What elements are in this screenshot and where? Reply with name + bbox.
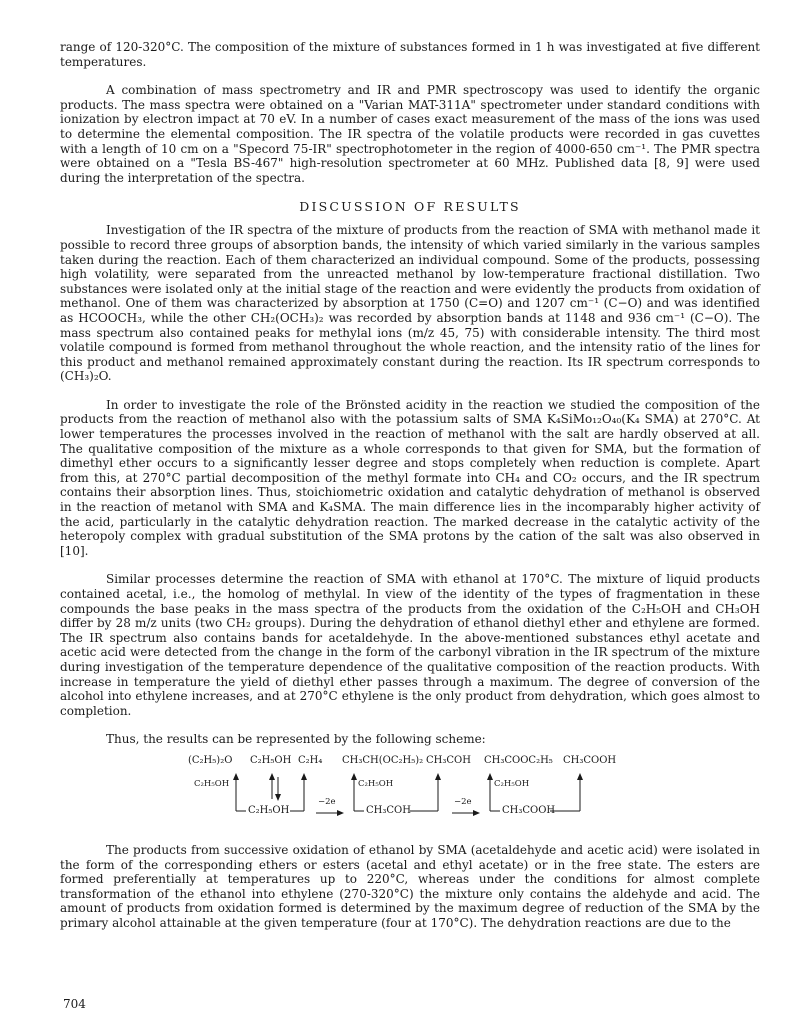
paragraph-intro: range of 120-320°C. The composition of the mixture of substances formed in 1 h was investigated at five different temperatures. [60, 40, 760, 69]
paragraph-bronsted-acidity: In order to investigate the role of the Brönsted acidity in the reaction we studied the composition of the products from the reaction of methanol also with the potassium salts of SMA K₄SiMo₁₂O₄₀(K₄ SMA) at 270°C. At lower temperatures the processes involved in the reaction of methanol with the salt are hardly observed at all. The qualitative composition of the mixture as a whole corresponds to that given for SMA, but the formation of dimethyl ether occurs to a significantly lesser degree and stops completely when reduction is complete. Apart from this, at 270°C partial decomposition of the methyl formate into CH₄ and CO₂ occurs, and the IR spectrum contains their absorption lines. Thus, stoichiometric oxidation and catalytic dehydration of methanol is observed in the reaction of metanol with SMA and K₄SMA. The main difference lies in the incomparably higher activity of the acid, particularly in the catalytic dehydration reaction. The marked decrease in the catalytic activity of the heteropoly complex with gradual substitution of the SMA protons by the cation of the salt was also observed in [10]. [60, 397, 760, 558]
scheme-ethanol-bottom: C₂H₅OH [248, 804, 290, 816]
scheme-ethanol-top: C₂H₅OH [250, 754, 292, 766]
scheme-diethyl-ether: (C₂H₅)₂O [188, 754, 233, 766]
scheme-side-label-1: C₂H₅OH [194, 778, 230, 789]
reaction-scheme [60, 755, 760, 833]
paragraph-ethanol-reaction: Similar processes determine the reaction of SMA with ethanol at 170°C. The mixture of liquid products contained acetal, i.e., the homolog of methylal. In view of the identity of the types of fragmentation in these compounds the base peaks in the mass spectra of the products from the oxidation of the C₂H₅OH and CH₃OH differ by 28 m/z units (two CH₂ groups). During the dehydration of ethanol diethyl ether and ethylene are formed. The IR spectrum also contains bands for acetaldehyde. In the above-mentioned substances ethyl acetate and acetic acid were detected from the change in the form of the carbonyl vibration in the IR spectrum of the mixture during investigation of the temperature dependence of the qualitative composition of the reaction products. With increase in temperature the yield of diethyl ether passes through a maximum. The degree of conversion of the alcohol into ethylene increases, and at 270°C ethylene is the only product from dehydration, which goes almost to completion. [60, 572, 760, 718]
paragraph-methods: A combination of mass spectrometry and IR and PMR spectroscopy was used to identify the organic products. The mass spectra were obtained on a "Varian MAT-311A" spectrometer under standard conditions with ionization by electron impact at 70 eV. In a number of cases exact measurement of the mass of the ions was used to determine the elemental composition. The IR spectra of the volatile products were recorded in gas cuvettes with a length of 10 cm on a "Specord 75-IR" spectrophotometer in the region of 4000-650 cm⁻¹. The PMR spectra were obtained on a "Tesla BS-467" high-resolution spectrometer at 60 MHz. Published data [8, 9] were used during the interpretation of the spectra. [60, 83, 760, 185]
scheme-side-label-2: C₂H₅OH [358, 778, 394, 789]
scheme-acetic-acid-bottom: CH₃COOH [502, 804, 556, 816]
scheme-acetaldehyde-top: CH₃COH [426, 754, 471, 766]
scheme-ethyl-acetate: CH₃COOC₂H₅ [484, 754, 553, 766]
scheme-acetal: CH₃CH(OC₂H₅)₂ [342, 754, 424, 766]
page-number: 704 [63, 997, 86, 1011]
scheme-acetic-acid-top: CH₃COOH [563, 754, 617, 766]
section-heading: DISCUSSION OF RESULTS [299, 199, 521, 215]
paragraph-scheme-intro: Thus, the results can be represented by the following scheme: [106, 732, 486, 747]
document-page [60, 40, 760, 931]
scheme-arrow-label-1: −2e [318, 796, 336, 807]
paragraph-oxidation-products: The products from successive oxidation of ethanol by SMA (acetaldehyde and acetic acid) were isolated in the form of the corresponding ethers or esters (acetal and ethyl acetate) or in the free state. The esters are formed preferentially at temperatures up to 220°C, whereas under the conditions for almost complete transformation of the ethanol into ethylene (270-320°C) the mixture only contains the aldehyde and acid. The amount of products from oxidation formed is determined by the maximum degree of reduction of the SMA by the primary alcohol attainable at the given temperature (four at 170°C). The dehydration reactions are due to the [60, 842, 760, 930]
scheme-ethylene: C₂H₄ [298, 754, 323, 766]
scheme-side-label-3: C₂H₅OH [494, 778, 530, 789]
scheme-acetaldehyde-bottom: CH₃COH [366, 804, 411, 816]
paragraph-methanol-ir: Investigation of the IR spectra of the mixture of products from the reaction of SMA with methanol made it possible to record three groups of absorption bands, the intensity of which varied similarly in the various samples taken during the reaction. Each of them characterized an individual compound. Some of the products, possessing high volatility, were separated from the unreacted methanol by low-temperature fractional distillation. Two substances were isolated only at the initial stage of the reaction and were evidently the products from oxidation of methanol. One of them was characterized by absorption at 1750 (C=O) and 1207 cm⁻¹ (C−O) and was identified as HCOOCH₃, while the other CH₂(OCH₃)₂ was recorded by absorption bands at 1148 and 936 cm⁻¹ (C−O). The mass spectrum also contained peaks for methylal ions (m/z 45, 75) with considerable intensity. The third most volatile compound is formed from methanol throughout the whole reaction, and the intensity ratio of the lines for this product and methanol remained approximately constant during the reaction. Its IR spectrum corresponds to (CH₃)₂O. [60, 223, 760, 384]
scheme-arrow-label-2: −2e [454, 796, 472, 807]
scheme-arrows [60, 755, 760, 833]
